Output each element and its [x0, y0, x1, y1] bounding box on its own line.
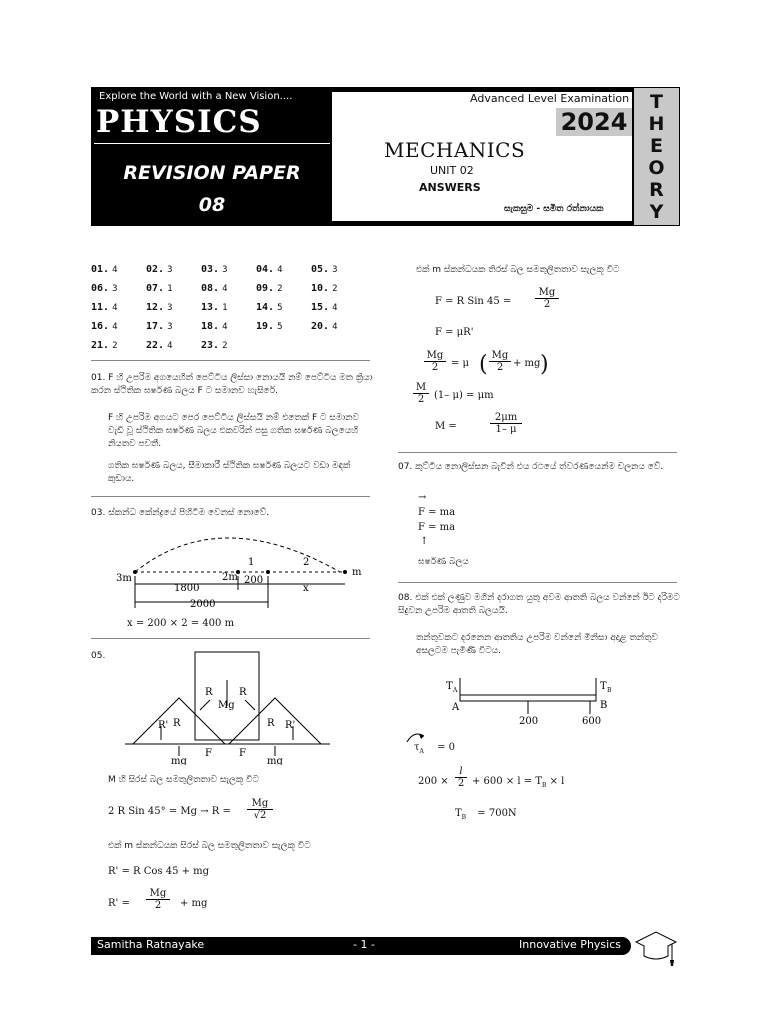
- q05b-eq4: (1– μ) = μm: [434, 390, 494, 401]
- q05b-eq1-fraction: [535, 287, 559, 310]
- q07-eq1: F = ma: [418, 507, 456, 518]
- divider: [398, 452, 677, 453]
- answer-value: 4: [112, 265, 118, 275]
- divider: [91, 496, 370, 497]
- answer-item: [146, 321, 201, 332]
- q05-text-2: එක් m ස්කන්ධයක සිරස් බල සමතුලිතතාව සැලකූ විට: [108, 841, 311, 851]
- q05b-eq1: F = R Sin 45 =: [435, 296, 512, 307]
- q07-block: [398, 461, 680, 474]
- answer-number: 01.: [91, 264, 110, 275]
- eq-text: × l: [549, 776, 565, 787]
- header-banner: [91, 87, 680, 226]
- q05-eq3-lhs: R' =: [108, 898, 130, 909]
- q08-paragraph-2: තන්තුවකට දරනෙන ආතතිය උපරිම වන්නේ මිනිසා අදාළ තන්තුව අසලටම පැමිණි විටය.: [416, 633, 658, 656]
- label-R: R: [205, 687, 213, 698]
- label-1800: 1800: [174, 583, 200, 594]
- answer-item: [201, 264, 256, 275]
- answer-item: [201, 283, 256, 294]
- label-R: R: [239, 687, 247, 698]
- answer-item: [201, 321, 256, 332]
- denominator: 2: [146, 899, 170, 911]
- footer-brand: Innovative Physics: [519, 938, 621, 951]
- exam-year: 2024: [556, 108, 632, 136]
- label-Rprime: R': [158, 720, 169, 731]
- q05b-eq2: F = μR': [435, 327, 474, 338]
- q05-text-1: M හි සිරස් බල සමතුලිතතාව සැලකූ විට: [108, 775, 259, 785]
- theory-letter: Y: [649, 201, 664, 223]
- answer-item: [91, 340, 146, 351]
- q01-paragraph-3: ගතික ඝර්ෂණ බලය, සීමාකාරී ස්ථිතික ඝර්ෂණ බලයට වඩා මඳක් කුඩාය.: [108, 461, 351, 484]
- answer-item: [146, 302, 201, 313]
- answer-value: 3: [222, 265, 228, 275]
- divider: [91, 638, 370, 639]
- answer-value: 3: [167, 303, 173, 313]
- answer-item: [311, 264, 366, 275]
- denominator: 2: [455, 777, 467, 789]
- answer-number: 17.: [146, 321, 165, 332]
- denominator: 2: [413, 393, 429, 405]
- q05-eq3-fraction: [146, 888, 170, 911]
- topic-title: MECHANICS: [384, 138, 526, 162]
- numerator: M: [415, 382, 427, 393]
- label-2m: 2m: [222, 572, 238, 583]
- label-R: R: [267, 718, 275, 729]
- paper-number: 08: [198, 194, 226, 216]
- answer-value: 5: [277, 322, 283, 332]
- arrow-right: →: [418, 492, 427, 503]
- q07-friction-label: ඝර්ෂණ බලය: [418, 557, 469, 567]
- label-200: 200: [519, 716, 539, 727]
- theory-letter: E: [650, 135, 663, 157]
- unit-label: UNIT 02: [430, 164, 474, 177]
- answer-item: [146, 264, 201, 275]
- answer-item: [256, 283, 311, 294]
- numerator: Mg: [149, 888, 167, 899]
- q05b-eq4-fraction: [413, 382, 429, 405]
- answer-number: 06.: [91, 283, 110, 294]
- answer-number: 22.: [146, 340, 165, 351]
- label-mg: mg: [171, 756, 187, 765]
- divider: [91, 360, 370, 361]
- q05b-eq3-mid: = μ: [451, 358, 470, 369]
- tau-value: = 0: [437, 742, 455, 753]
- answer-number: 19.: [256, 321, 275, 332]
- answer-number: 23.: [201, 340, 220, 351]
- label-2000: 2000: [190, 599, 216, 610]
- theory-letter: R: [649, 179, 664, 201]
- q01-paragraph-2: F හි උපරිම අගයට පෙර පෙට්ටිය ලිස්සයි නම් එතෙක් F ට සමානව වැඩි වූ ස්ථිතික ඝර්ෂණ බලය එකවරින් පසු ගතික ඝර්ෂණ බලයෙහි නියතව පවතී.: [108, 413, 360, 449]
- header-right-panel: [332, 92, 632, 221]
- header-left-panel: [92, 88, 332, 225]
- denominator: 2: [424, 361, 446, 373]
- footer-author: Samitha Ratnayake: [97, 938, 205, 951]
- q05b-eq5: M =: [435, 421, 457, 432]
- answer-number: 21.: [91, 340, 110, 351]
- denominator: 1– μ: [490, 423, 522, 435]
- answer-item: [256, 302, 311, 313]
- sub: B: [542, 782, 547, 789]
- q03-diagram: [100, 524, 370, 614]
- answer-value: 3: [167, 322, 173, 332]
- q07-eq2: F = ma: [418, 522, 456, 533]
- answer-number: 07.: [146, 283, 165, 294]
- answer-item: [91, 264, 146, 275]
- label-mg: mg: [267, 756, 283, 765]
- label-x: x: [303, 583, 309, 594]
- q08-block: [398, 592, 680, 618]
- mass-m-dot: [343, 570, 347, 574]
- footer-page-number: - 1 -: [353, 938, 375, 951]
- label-R: R: [173, 718, 181, 729]
- answer-value: 4: [277, 265, 283, 275]
- wedge-right: [229, 698, 321, 744]
- answer-number: 02.: [146, 264, 165, 275]
- label-m: m: [352, 567, 362, 578]
- answer-value: 4: [167, 341, 173, 351]
- tau: τ: [414, 742, 420, 753]
- answer-number: 14.: [256, 302, 275, 313]
- q03-result: x = 200 × 2 = 400 m: [127, 618, 235, 629]
- q08-tau-eq: [414, 742, 455, 755]
- q05-eq2: R' = R Cos 45 + mg: [108, 866, 210, 877]
- label-3m: 3m: [116, 573, 132, 584]
- answer-item: [91, 302, 146, 313]
- R-arrow-right: [245, 700, 255, 710]
- denominator: 2: [489, 361, 511, 373]
- answer-number: 15.: [311, 302, 330, 313]
- label-600: 600: [582, 716, 602, 727]
- answer-item: [201, 340, 256, 351]
- q08-paragraph-1: එක් එක් ලණුව මගින් දරාගත යුතු අවම ආතති බලය වන්නේ ඊට දරිමට සිදුවන උපරිම ආතති බලයයි.: [398, 593, 680, 616]
- q03-text: ස්කන්ධ කේන්ද්‍රයේ පිහිටීම වෙනස් නොවේ.: [108, 508, 270, 518]
- arrow-up: ↑: [420, 536, 429, 547]
- answer-item: [311, 283, 366, 294]
- answer-number: 03.: [201, 264, 220, 275]
- q05-eq1: [108, 806, 231, 817]
- numerator: Mg: [491, 350, 509, 361]
- q08-eq2-lhs: 200 ×: [418, 776, 449, 787]
- answer-number: 11.: [91, 302, 110, 313]
- q08-beam-diagram: [440, 674, 630, 730]
- answer-number: 04.: [256, 264, 275, 275]
- author-sinhala: සැකසුම - සමිත රත්නායක: [504, 204, 604, 214]
- q08-eq2-fraction: [455, 766, 467, 789]
- answer-item: [311, 302, 366, 313]
- answer-item: [146, 340, 201, 351]
- answer-number: 16.: [91, 321, 110, 332]
- eq-text: T: [455, 808, 462, 819]
- answer-value: 4: [332, 303, 338, 313]
- answer-number: 05.: [311, 264, 330, 275]
- exam-name: Advanced Level Examination: [470, 92, 630, 105]
- answer-number: 12.: [146, 302, 165, 313]
- q08-number: 08.: [398, 593, 413, 603]
- answer-item: [311, 321, 366, 332]
- q07-text: කුට්ටිය නොලිස්සන බැවින් එය රථයේ ත්වරණයෙන්ම චලනය වේ.: [415, 462, 664, 472]
- label-TA-sub: A: [453, 687, 458, 694]
- R-arrow-left: [200, 700, 210, 710]
- answer-value: 3: [167, 265, 173, 275]
- answer-value: 1: [222, 303, 228, 313]
- answer-item: [256, 264, 311, 275]
- sub: B: [461, 814, 467, 821]
- answer-value: 4: [222, 284, 228, 294]
- answer-number: 20.: [311, 321, 330, 332]
- answer-item: [91, 283, 146, 294]
- eq-text: = 700N: [477, 808, 517, 819]
- numerator: 2μm: [494, 412, 518, 423]
- answer-value: 5: [277, 303, 283, 313]
- tagline: Explore the World with a New Vision....: [99, 91, 293, 102]
- answer-value: 2: [112, 341, 118, 351]
- label-A: A: [452, 702, 460, 713]
- q01-block: [91, 372, 373, 398]
- label-F: F: [205, 748, 212, 759]
- answers-label: ANSWERS: [419, 181, 481, 194]
- theory-letter: O: [648, 157, 665, 179]
- q08-eq3: [455, 808, 517, 821]
- q05-eq3-rhs: + mg: [180, 898, 208, 909]
- denominator: 2: [535, 298, 559, 310]
- answer-value: 3: [332, 265, 338, 275]
- answer-value: 2: [222, 341, 228, 351]
- answer-value: 4: [332, 322, 338, 332]
- denominator: √2: [247, 809, 273, 821]
- q05b-eq3-tail: + mg: [513, 358, 541, 369]
- label-TB: T: [600, 681, 607, 692]
- label-2: 2: [303, 557, 310, 568]
- answer-number: 09.: [256, 283, 275, 294]
- answer-number: 10.: [311, 283, 330, 294]
- footer-bar: [91, 937, 631, 955]
- answer-value: 1: [167, 284, 173, 294]
- label-B: B: [600, 700, 608, 711]
- point-1-dot: [266, 570, 270, 574]
- numerator: Mg: [426, 350, 444, 361]
- mass-3m-dot: [133, 570, 137, 574]
- theory-letter: H: [648, 113, 665, 135]
- label-Rprime: R': [285, 720, 296, 731]
- answer-number: 13.: [201, 302, 220, 313]
- eq-text: 2 R Sin 45° = Mg → R =: [108, 806, 231, 817]
- paren-open: (: [479, 352, 488, 377]
- q08-eq2-rhs: [472, 776, 564, 789]
- graduation-cap-icon: [632, 924, 678, 970]
- answer-value: 4: [112, 322, 118, 332]
- label-200: 200: [244, 575, 264, 586]
- q05b-text: එක් m ස්කන්ධයක තිරස් බල සමතුලිතතාව සැලකූ විට: [416, 265, 620, 275]
- beam: [460, 695, 596, 701]
- q05-eq1-fraction: [247, 798, 273, 821]
- q01-paragraph-1: F හි උපරිම අගයෙහිත් පෙට්ටිය ලිස්සා නොයයි නම් පෙට්ටිය මත ක්‍රියා කරන ස්ථිතික ඝර්ෂණ බලය F ට සමානව හැසිරේ.: [91, 373, 373, 396]
- answer-item: [91, 321, 146, 332]
- answer-grid: [91, 264, 376, 354]
- paper-title: REVISION PAPER: [123, 162, 301, 184]
- theory-letter: T: [650, 91, 663, 113]
- answer-item: [201, 302, 256, 313]
- answer-value: 4: [222, 322, 228, 332]
- answer-value: 4: [112, 303, 118, 313]
- header-divider: [94, 143, 330, 144]
- label-TA: T: [446, 681, 453, 692]
- label-F: F: [239, 748, 246, 759]
- answer-value: 2: [332, 284, 338, 294]
- q03-number: 03.: [91, 508, 106, 518]
- q07-number: 07.: [398, 462, 413, 472]
- tau-sub: A: [419, 748, 424, 755]
- answer-number: 18.: [201, 321, 220, 332]
- answer-item: [256, 321, 311, 332]
- q05-diagram: [125, 650, 330, 765]
- label-TB-sub: B: [607, 687, 612, 694]
- answer-value: 3: [112, 284, 118, 294]
- divider: [398, 582, 677, 583]
- numerator: Mg: [251, 798, 269, 809]
- label-Mg: Mg: [218, 700, 235, 711]
- answer-item: [146, 283, 201, 294]
- q05-number: 05.: [91, 651, 106, 661]
- theory-vertical-label: [634, 88, 679, 225]
- q01-number: 01.: [91, 373, 106, 383]
- answer-value: 2: [277, 284, 283, 294]
- q03-block: [91, 507, 373, 520]
- label-1: 1: [248, 557, 255, 568]
- numerator: Mg: [538, 287, 556, 298]
- q05b-eq3-inner-fraction: [489, 350, 511, 373]
- q05b-eq5-fraction: [490, 412, 522, 435]
- answer-number: 08.: [201, 283, 220, 294]
- subject-title: PHYSICS: [96, 104, 262, 140]
- paren-close: ): [540, 352, 549, 377]
- eq-text: + 600 × l = T: [472, 776, 542, 787]
- numerator: l: [459, 766, 463, 777]
- q05b-eq3-fraction: [424, 350, 446, 373]
